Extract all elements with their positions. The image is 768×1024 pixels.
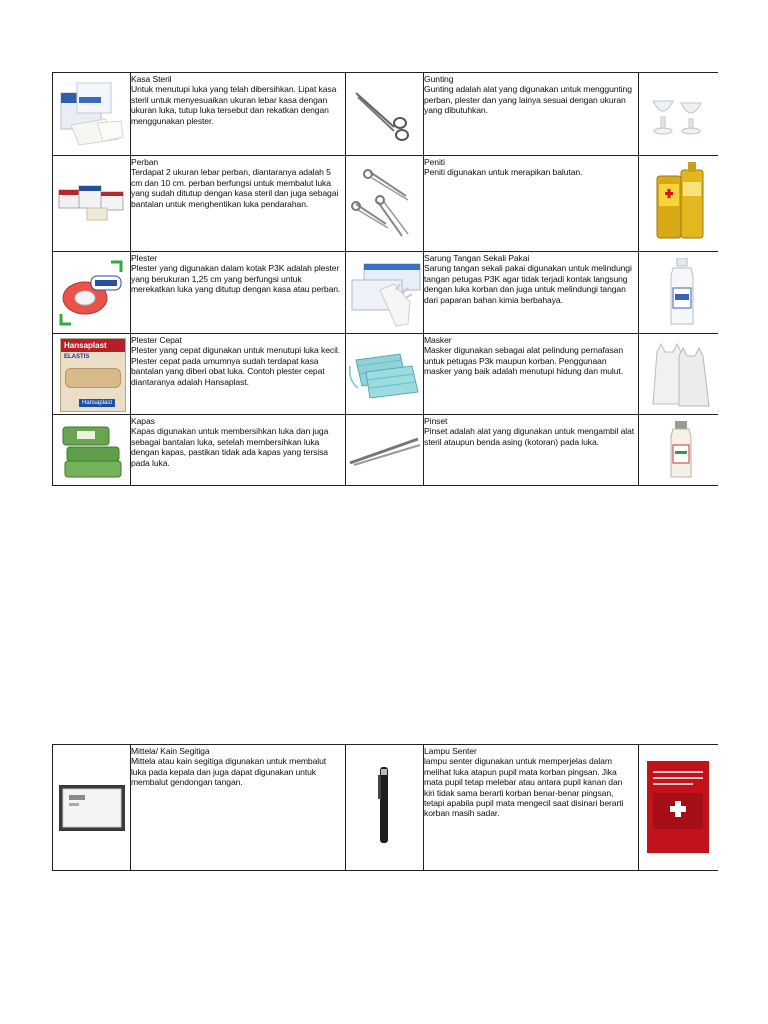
item-text-cell: [424, 252, 639, 333]
item-title: Masker: [424, 335, 452, 345]
item-text-cell: [131, 745, 346, 870]
medicine-vial-icon: [667, 421, 697, 481]
image-cell: [346, 415, 424, 485]
image-cell: [53, 334, 131, 414]
table-row: [53, 415, 718, 485]
image-cell: [639, 334, 717, 414]
eye-cup-icon: [651, 91, 717, 141]
item-description: Kapas digunakan untuk membersihkan luka dan juga sebagai bantalan luka, setelah membersihkan luka dengan kapas, pastikan tidak ada kapas yang tersisa pada luka.: [131, 426, 329, 468]
item-text-cell: [424, 73, 639, 155]
image-cell: [53, 745, 131, 870]
item-title: Plester: [131, 253, 158, 263]
image-cell: [346, 252, 424, 333]
item-description: Sarung tangan sekali pakai digunakan untuk melindungi tangan petugas P3K agar tidak terjadi kontak langsung dengan luka korban dan juga untuk melindungi tangan dari paparan bahan kimia berbahaya.: [424, 263, 632, 305]
image-cell: [53, 73, 131, 155]
item-description: Mittela atau kain segitiga digunakan untuk membalut luka pada kepala dan juga dapat digunakan untuk membalut gendongan tangan.: [131, 756, 327, 788]
image-cell: [53, 156, 131, 251]
image-cell: [639, 745, 717, 870]
item-title: Plester Cepat: [131, 335, 182, 345]
item-description: Peniti digunakan untuk merapikan balutan.: [424, 167, 583, 178]
item-title: Peniti: [424, 157, 445, 167]
item-text-cell: [424, 334, 639, 414]
item-description: Untuk menutupi luka yang telah dibersihkan. Lipat kasa steril untuk menyesuaikan ukuran lebar kasa dengan ukuran luka, tutup luka tersebut dan rekatkan dengan menggunakan plester.: [131, 84, 337, 126]
plaster-roll-icon: [57, 258, 127, 328]
hansaplast-sub-label: Hansaplast: [79, 399, 115, 407]
tweezers-icon: [348, 433, 422, 467]
bandage-icon: [57, 182, 127, 222]
penlight-icon: [374, 765, 394, 845]
item-title: Mittela/ Kain Segitiga: [131, 746, 210, 756]
item-description: Gunting adalah alat yang digunakan untuk menggunting perban, plester dan yang lainya sesuai dengan ukuran yang dibutuhkan.: [424, 84, 632, 116]
table-row: [53, 156, 718, 252]
item-text-cell: [131, 252, 346, 333]
items-table-1: [52, 72, 718, 486]
image-cell: [53, 252, 131, 333]
betadine-bottle-icon: [653, 162, 713, 246]
sterile-gauze-icon: [57, 79, 127, 147]
item-text-cell: [131, 334, 346, 414]
item-text-cell: [131, 73, 346, 155]
item-description: Pinset adalah alat yang digunakan untuk mengambil alat steril ataupun benda asing (kotoran) pada luka.: [424, 426, 635, 447]
items-table-2: [52, 744, 718, 871]
plastic-bag-icon: [649, 340, 717, 410]
item-title: Gunting: [424, 74, 454, 84]
table-row: [53, 334, 718, 415]
image-cell: [639, 415, 717, 485]
table-row: [53, 252, 718, 334]
item-description: Plester yang digunakan dalam kotak P3K adalah plester yang berukuran 1,25 cm yang berfungsi untuk merekatkan luka yang ditutup dengan kasa atau perban.: [131, 263, 341, 295]
item-description: Masker digunakan sebagai alat pelindung pernafasan untuk petugas P3k maupun korban. Penggunaan masker yang baik adalah menutupi hidung dan mulut.: [424, 345, 624, 377]
image-cell: [346, 156, 424, 251]
gloves-icon: [350, 260, 422, 328]
table-row: [53, 745, 718, 870]
item-text-cell: [131, 415, 346, 485]
plaster-strip-shape: [65, 368, 121, 388]
item-title: Lampu Senter: [424, 746, 477, 756]
cotton-pack-icon: [59, 423, 127, 479]
image-cell: [639, 156, 717, 251]
item-description: Terdapat 2 ukuran lebar perban, diantaranya adalah 5 cm dan 10 cm. perban berfungsi untuk membalut luka yang sudah ditutup dengan kasa steril dan juga sebagai bantalan untuk menghentikan luka pendarahan.: [131, 167, 339, 209]
item-title: Kasa Steril: [131, 74, 172, 84]
item-text-cell: [131, 156, 346, 251]
triangle-bandage-icon: [59, 785, 125, 831]
item-title: Sarung Tangan Sekali Pakai: [424, 253, 530, 263]
face-mask-icon: [348, 346, 422, 406]
hansaplast-variant-label: ELASTIS: [64, 354, 90, 360]
image-cell: [346, 745, 424, 870]
first-aid-manual-icon: [647, 761, 709, 853]
hansaplast-box-icon: [60, 338, 126, 412]
item-description: Plester yang cepat digunakan untuk menutupi luka kecil. Plester cepat pada umumnya sudah terdapat kasa bantalan yang diberi obat luka. Contoh plester cepat diantaranya adalah Hansaplast.: [131, 345, 341, 387]
safety-pin-icon: [350, 166, 420, 242]
item-text-cell: [424, 415, 639, 485]
image-cell: [53, 415, 131, 485]
scissors-icon: [350, 87, 420, 143]
table-row: [53, 73, 718, 156]
image-cell: [639, 252, 717, 333]
hansaplast-brand-label: Hansaplast: [61, 339, 125, 352]
alcohol-bottle-icon: [665, 258, 705, 328]
item-text-cell: [424, 156, 639, 251]
item-text-cell: [424, 745, 639, 870]
image-cell: [639, 73, 717, 155]
image-cell: [346, 73, 424, 155]
item-title: Perban: [131, 157, 159, 167]
item-description: lampu senter digunakan untuk memperjelas dalam melihat luka atapun pupil mata korban pingsan. Jika mata pupil tetap melebar atau antara pupil kanan dan kiri tidak sama berarti korban benar-benar pingsan, tetapi apabila pupil mata mengecil saat disinari berarti korban masih sadar.: [424, 756, 624, 819]
item-title: Kapas: [131, 416, 155, 426]
image-cell: [346, 334, 424, 414]
item-title: Pinset: [424, 416, 448, 426]
